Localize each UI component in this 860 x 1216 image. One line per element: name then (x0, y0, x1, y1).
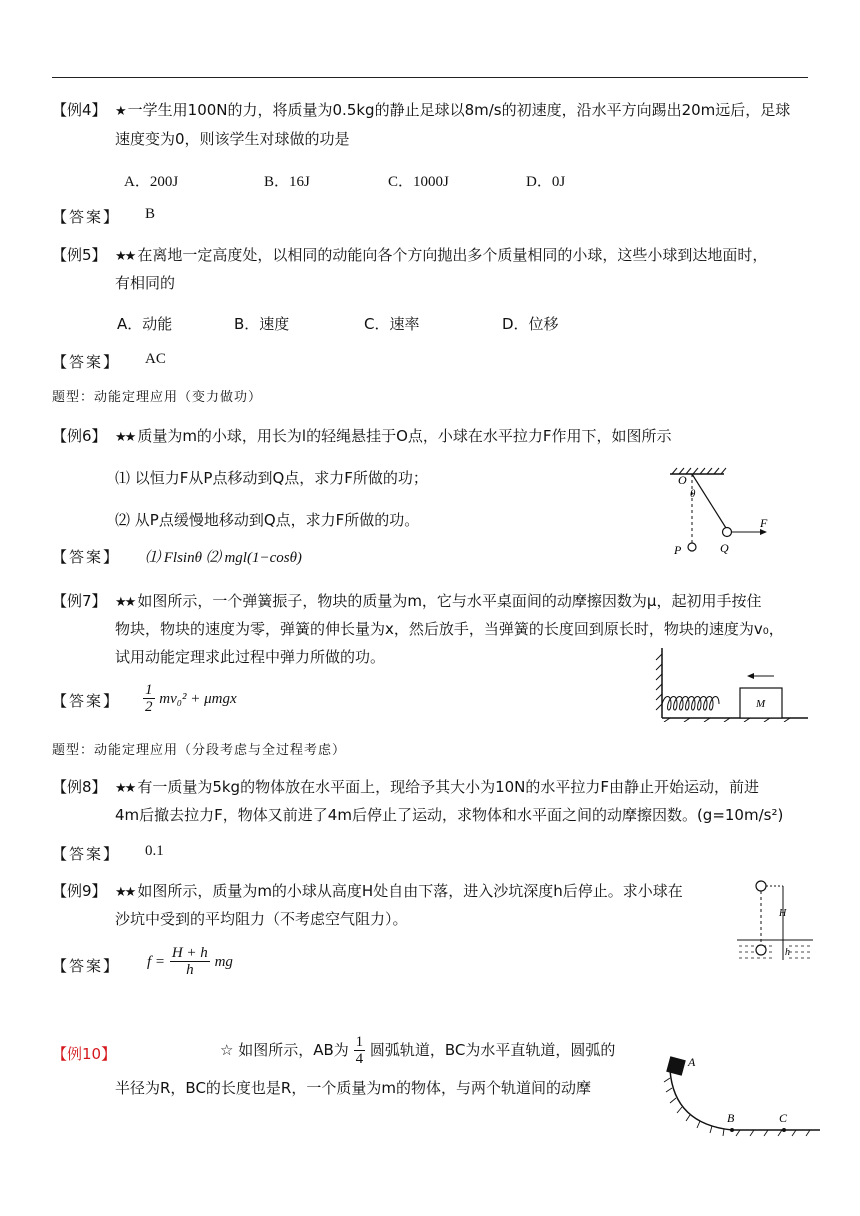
ex9-question-line2: 沙坑中受到的平均阻力（不考虑空气阻力）。 (115, 910, 408, 928)
ex10-question-line2: 半径为R，BC的长度也是R，一个质量为m的物体，与两个轨道间的动摩 (115, 1079, 591, 1097)
ex7-question-line2: 物块，物块的速度为零，弹簧的伸长量为x，然后放手，当弹簧的长度回到原长时，物块的速度为v₀， (115, 620, 784, 638)
ex7-question-line1: ★★ 如图所示，一个弹簧振子，物块的质量为m，它与水平桌面间的动摩擦因数为μ，起初用手按住 (115, 592, 762, 610)
ex4-option-c: C．1000J (388, 174, 449, 190)
ex5-option-b: B．速度 (234, 315, 290, 333)
pendulum-figure (660, 466, 780, 562)
ex9-label: 【例9】 (52, 882, 107, 900)
ex5-question-line1: ★★ 在离地一定高度处，以相同的动能向各个方向抛出多个质量相同的小球，这些小球到达地面时， (115, 246, 768, 264)
ex6-question-line1: ★★ 质量为m的小球，用长为l的轻绳悬挂于O点，小球在水平拉力F作用下，如图所示 (115, 427, 672, 445)
ex4-question-line1: ★ 一学生用100N的力，将质量为0.5kg的静止足球以8m/s的初速度，沿水平方向踢出20m远后，足球 (115, 101, 791, 119)
fig-label-O: O (678, 473, 687, 487)
ex5-label: 【例5】 (52, 246, 107, 264)
ex10-question-line1: ☆ 如图所示，AB为 $\frac{1}{4}$ 圆弧轨道，BC为水平直轨道，圆弧的 (220, 1034, 616, 1067)
ex7-label: 【例7】 (52, 592, 107, 610)
fig-label-F: F (760, 516, 768, 530)
star-icon: ★★ (115, 781, 135, 796)
fig-label-theta: θ (690, 488, 696, 500)
ex6-answer: ⑴ Flsinθ ⑵ mgl(1−cosθ) (145, 550, 302, 566)
ex5-answer: AC (145, 351, 166, 367)
spring-block-figure (650, 646, 812, 722)
ex5-option-a: A．动能 (117, 315, 173, 333)
ex9-answer-label: 【答案】 (52, 957, 121, 975)
ex7-question-line3: 试用动能定理求此过程中弹力所做的功。 (115, 648, 386, 666)
fig-label-Q: Q (720, 541, 729, 555)
header-rule (52, 77, 808, 78)
ex6-answer-label: 【答案】 (52, 548, 121, 566)
fig-label-B: B (727, 1111, 735, 1125)
ex4-answer: B (145, 206, 156, 222)
arc-track-figure (650, 1052, 822, 1138)
ex4-label: 【例4】 (52, 101, 107, 119)
ex10-label: 【例10】 (52, 1045, 117, 1063)
fig-label-A: A (688, 1055, 696, 1069)
ex8-answer: 0.1 (145, 843, 164, 859)
ex5-answer-label: 【答案】 (52, 353, 121, 371)
ex8-label: 【例8】 (52, 778, 107, 796)
fig-label-H: H (779, 908, 787, 919)
ex5-question-line2: 有相同的 (115, 274, 176, 292)
ex5-option-c: C．速率 (364, 315, 420, 333)
topic-heading-segment-process: 题型：动能定理应用（分段考虑与全过程考虑） (52, 743, 347, 758)
star-icon: ★★ (115, 249, 135, 264)
ex6-sub-question-2: ⑵ 从P点缓慢地移动到Q点，求力F所做的功。 (115, 511, 420, 529)
fig-label-C: C (779, 1111, 788, 1125)
star-icon: ★★ (115, 885, 135, 900)
fig-label-M: M (756, 698, 766, 710)
ex4-option-a: A．200J (124, 174, 179, 190)
star-outline-icon: ☆ (220, 1041, 234, 1059)
ex4-option-d: D．0J (526, 174, 566, 190)
ex4-answer-label: 【答案】 (52, 208, 121, 226)
ex9-answer: f = $\frac{H + h}{h}$ mg (147, 945, 233, 978)
ex4-option-b: B．16J (264, 174, 310, 190)
topic-heading-variable-force: 题型：动能定理应用（变力做功） (52, 390, 263, 405)
ex8-answer-label: 【答案】 (52, 845, 121, 863)
fig-label-h: h (785, 947, 790, 958)
ex5-option-d: D．位移 (502, 315, 559, 333)
star-icon: ★★ (115, 430, 135, 445)
ex8-question-line2: 4m后撤去拉力F，物体又前进了4m后停止了运动，求物体和水平面之间的动摩擦因数。(g=10m/s²) (115, 806, 784, 824)
ex8-question-line1: ★★ 有一质量为5kg的物体放在水平面上，现给予其大小为10N的水平拉力F由静止开始运动，前进 (115, 778, 760, 796)
ex7-answer: $\frac{1}{2}$ mv₀² + μmgx (145, 682, 237, 715)
ex9-question-line1: ★★ 如图所示，质量为m的小球从高度H处自由下落，进入沙坑深度h后停止。求小球在 (115, 882, 683, 900)
star-icon: ★★ (115, 595, 135, 610)
ex7-answer-label: 【答案】 (52, 692, 121, 710)
fig-label-P: P (674, 543, 682, 557)
ex6-sub-question-1: ⑴ 以恒力F从P点移动到Q点，求力F所做的功； (115, 469, 428, 487)
star-icon: ★ (115, 104, 125, 119)
ex4-question-line2: 速度变为0，则该学生对球做的功是 (115, 130, 350, 148)
sand-pit-figure (735, 874, 815, 970)
ex6-label: 【例6】 (52, 427, 107, 445)
